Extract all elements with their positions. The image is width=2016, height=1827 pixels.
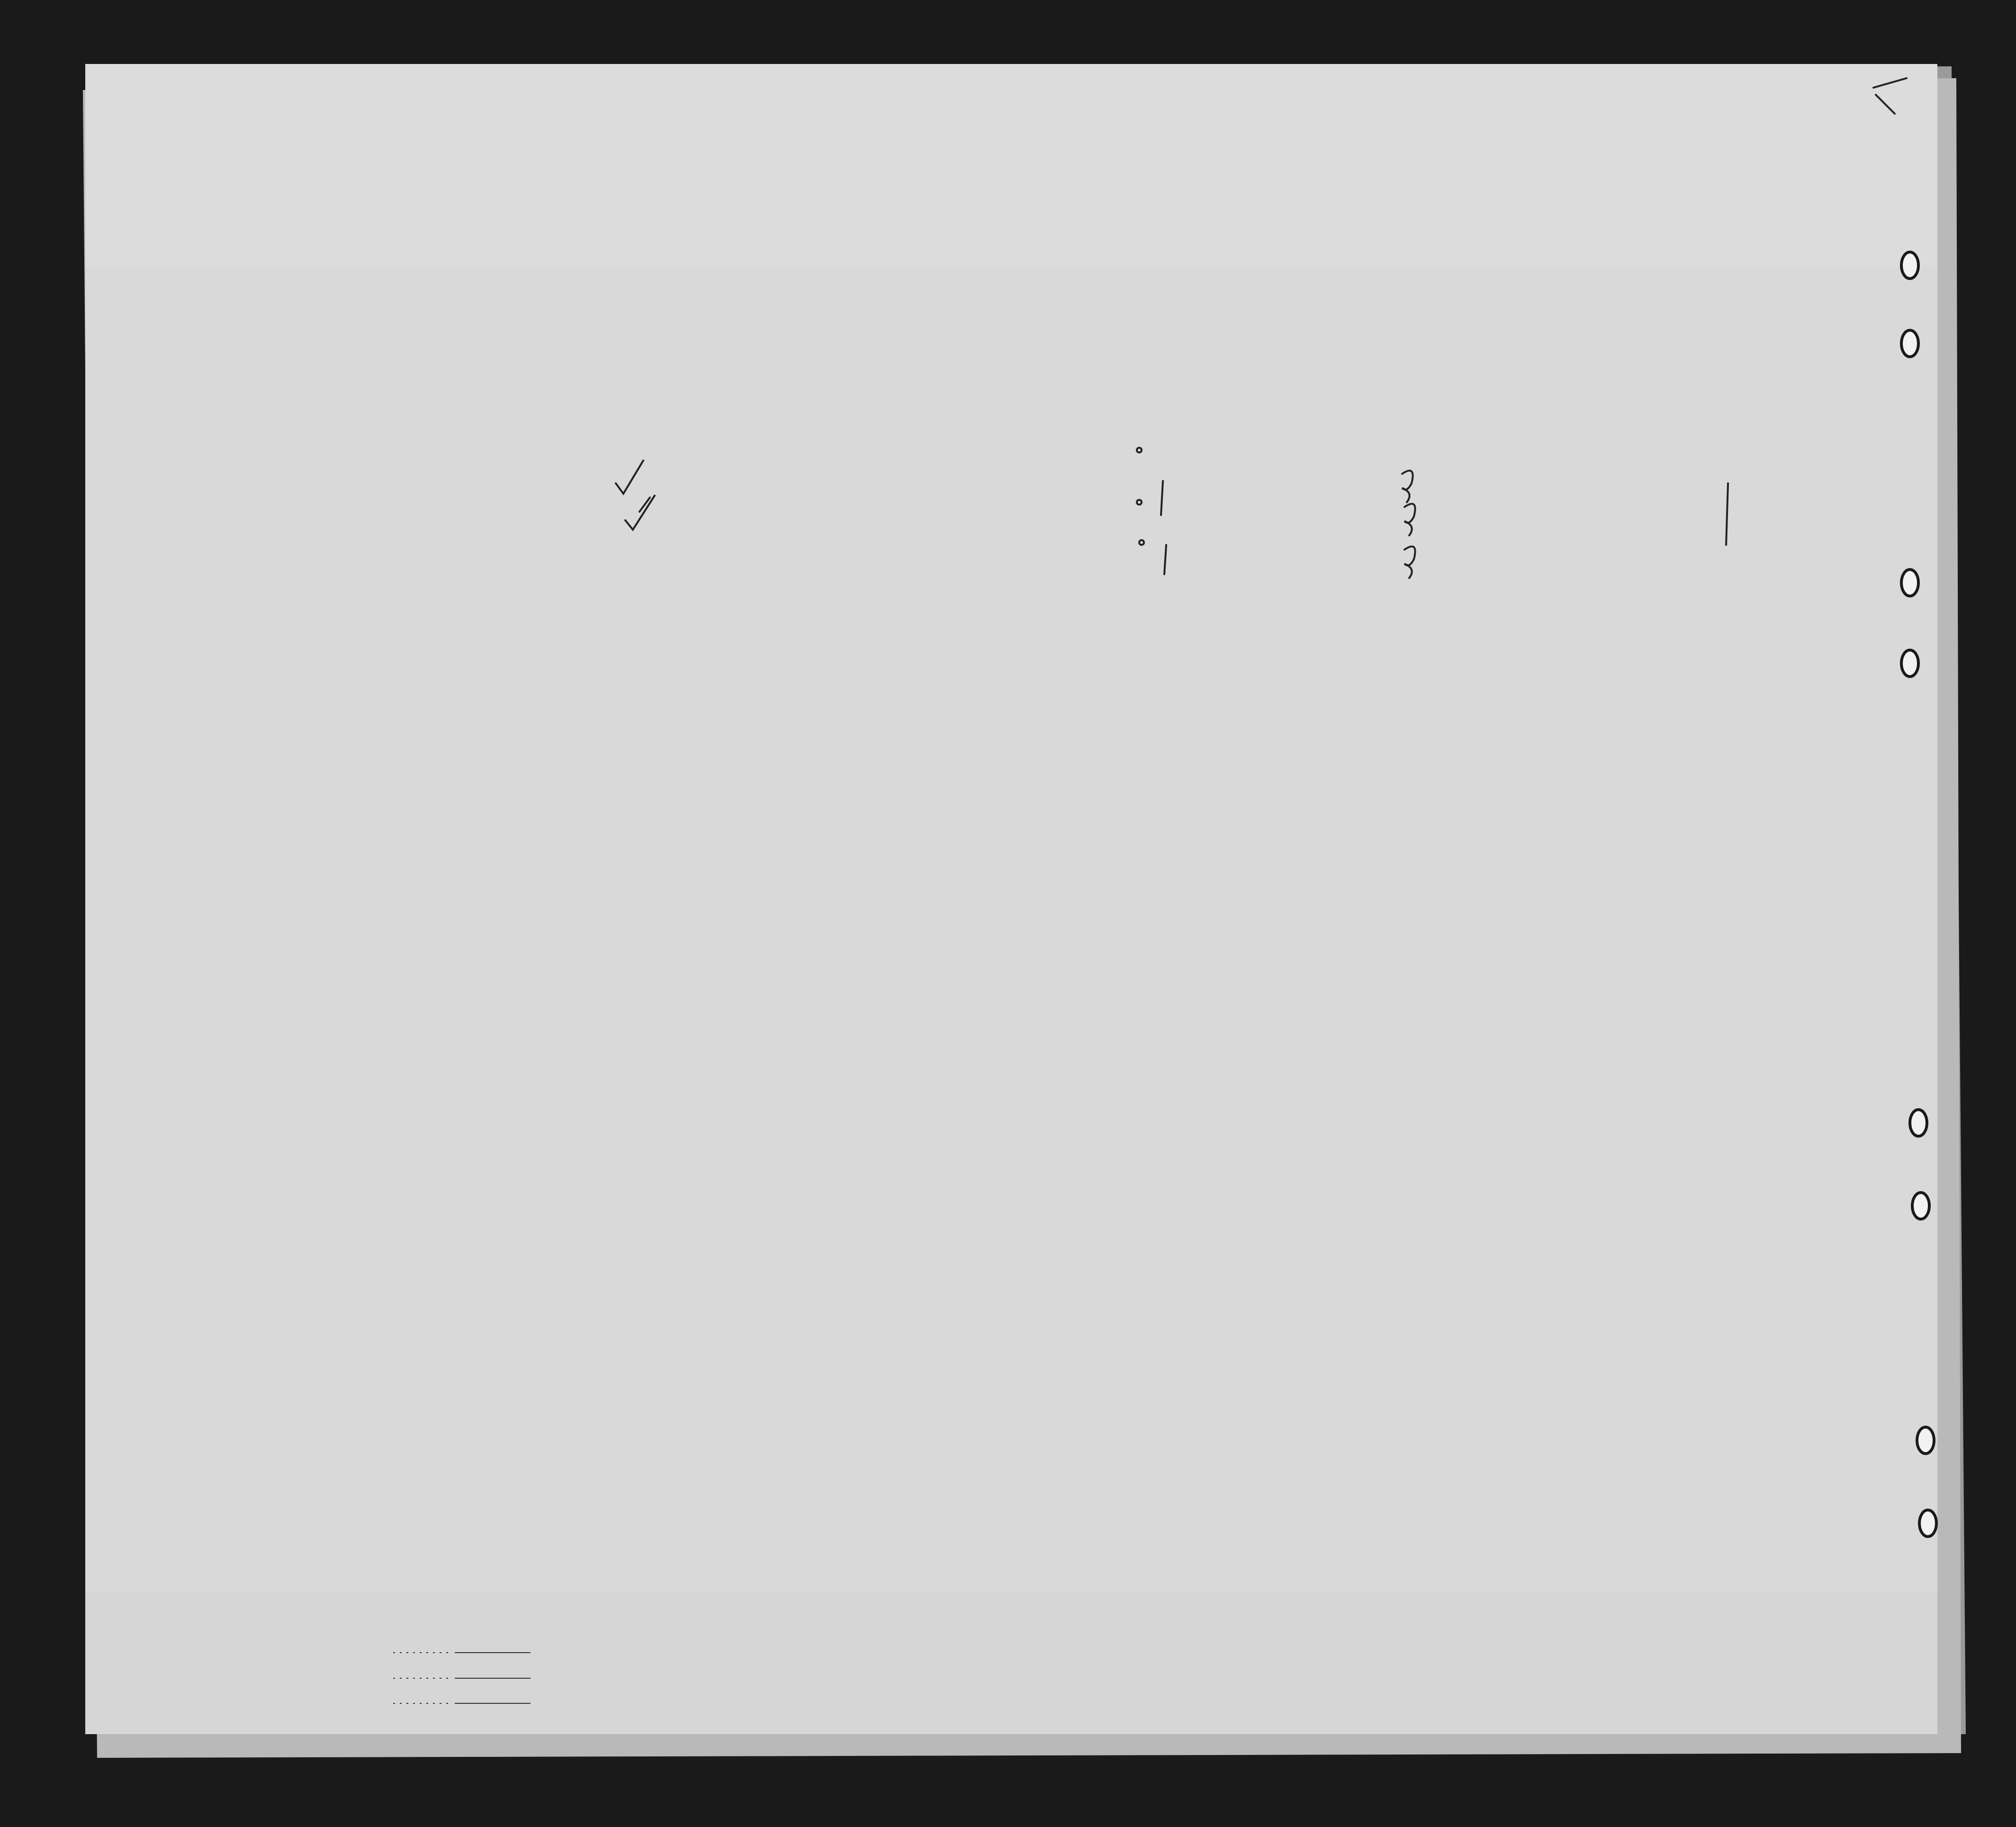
punch-hole [1901, 330, 1918, 357]
punch-hole [1901, 650, 1918, 677]
punch-hole [1917, 1427, 1934, 1454]
punch-hole [1901, 252, 1918, 279]
punch-hole [1910, 1110, 1927, 1136]
punch-hole [1901, 570, 1918, 596]
punch-hole [1919, 1510, 1936, 1537]
punch-hole [1912, 1193, 1929, 1219]
